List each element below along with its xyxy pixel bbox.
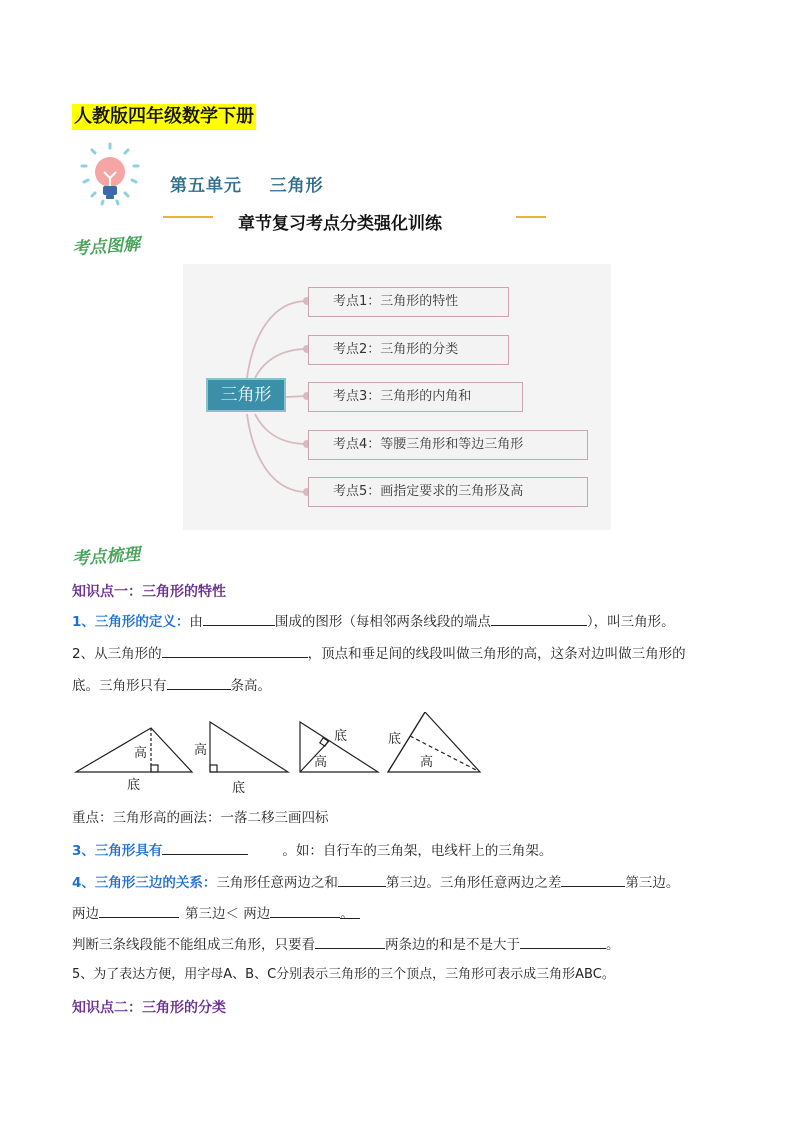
triangle-2-base-label: 底 xyxy=(232,781,246,796)
item-4-line-2 xyxy=(72,903,360,924)
triangle-4-height-label: 高 xyxy=(420,755,434,770)
mindmap-root: 三角形 xyxy=(206,378,286,412)
lightbulb-icon xyxy=(70,142,150,212)
item-2-line-2 xyxy=(72,675,271,696)
unit-title: 第五单元 三角形 xyxy=(170,176,324,196)
item-2-text-c: 底。三角形只有 xyxy=(72,678,167,694)
item-2-text-b: ，顶点和垂足间的线段叫做三角形的高，这条对边叫做三角形的 xyxy=(307,646,686,662)
blank[interactable] xyxy=(491,611,587,626)
item-3-text: 。如：自行车的三角架，电线杆上的三角架。 xyxy=(282,843,553,859)
triangle-3-height-label: 高 xyxy=(314,755,328,770)
item-4-text-c: 第三边。 xyxy=(625,875,680,891)
item-2-text-a: 2、从三角形的 xyxy=(72,646,162,662)
blank[interactable] xyxy=(520,934,606,949)
blank[interactable] xyxy=(99,903,179,918)
item-3-term: 三角形具有 xyxy=(94,843,163,859)
item-2-text-d: 条高。 xyxy=(230,678,271,694)
judge-text-a: 判断三条线段能不能组成三角形，只要看 xyxy=(72,937,315,953)
diagram-section-label: 考点图解 xyxy=(71,234,141,260)
triangle-1-height-label: 高 xyxy=(134,746,148,761)
blank[interactable] xyxy=(162,840,248,855)
item-1 xyxy=(72,611,675,632)
item-1-number: 1、 xyxy=(72,614,95,630)
mindmap-node-4: 考点4：等腰三角形和等边三角形 xyxy=(308,430,588,460)
left-decorative-line xyxy=(163,216,213,218)
judge-text-c: 。 xyxy=(606,937,620,953)
knowledge-point-2-title: 知识点二：三角形的分类 xyxy=(72,1000,226,1016)
item-2-line-1 xyxy=(72,643,686,664)
triangle-2-height-label: 高 xyxy=(194,743,208,758)
subtitle: 章节复习考点分类强化训练 xyxy=(238,214,442,234)
item-4-text-a: 三角形任意两边之和 xyxy=(216,875,338,891)
item-1-text-b: 围成的图形（每相邻两条线段的端点 xyxy=(274,614,491,630)
item-1-text-c: ），叫三角形。 xyxy=(586,614,675,630)
item-1-text-a: 由 xyxy=(189,614,203,630)
knowledge-point-1-title: 知识点一：三角形的特性 xyxy=(72,584,226,600)
item-5: 5、为了表达方便，用字母A、B、C分别表示三角形的三个顶点，三角形可表示成三角形ABC。 xyxy=(72,967,615,982)
triangle-3-base-label: 底 xyxy=(334,729,348,744)
judge-line xyxy=(72,934,620,955)
right-decorative-line xyxy=(516,216,546,218)
item-3-number: 3、 xyxy=(72,843,95,859)
blank[interactable] xyxy=(561,872,625,887)
blank[interactable] xyxy=(167,675,231,690)
item-4-text-e: 第三边＜ 两边 xyxy=(185,906,271,922)
item-4-text-b: 第三边。三角形任意两边之差 xyxy=(385,875,562,891)
summary-section-label: 考点梳理 xyxy=(71,544,141,570)
mindmap-node-2: 考点2：三角形的分类 xyxy=(308,335,509,365)
mindmap-node-5: 考点5：画指定要求的三角形及高 xyxy=(308,477,588,507)
book-title: 人教版四年级数学下册 xyxy=(72,104,256,130)
blank[interactable] xyxy=(270,903,340,918)
item-3 xyxy=(72,840,552,861)
triangle-1-base-label: 底 xyxy=(127,778,141,793)
blank[interactable] xyxy=(162,643,308,658)
blank[interactable] xyxy=(338,872,386,887)
mindmap-node-3: 考点3：三角形的内角和 xyxy=(308,382,523,412)
judge-text-b: 两条边的和是不是大于 xyxy=(385,937,520,953)
item-4-number: 4、 xyxy=(72,875,95,891)
item-4-text-f: 。 xyxy=(340,904,360,919)
item-4-term: 三角形三边的关系： xyxy=(94,875,217,891)
key-point-note: 重点：三角形高的画法：一落二移三画四标 xyxy=(72,810,329,826)
mindmap-node-1: 考点1：三角形的特性 xyxy=(308,287,509,317)
item-4-text-d: 两边 xyxy=(72,906,99,922)
item-4-line-1 xyxy=(72,872,679,893)
triangle-4-base-label: 底 xyxy=(388,732,402,747)
item-1-term: 三角形的定义： xyxy=(94,614,190,630)
blank[interactable] xyxy=(315,934,385,949)
blank[interactable] xyxy=(203,611,275,626)
